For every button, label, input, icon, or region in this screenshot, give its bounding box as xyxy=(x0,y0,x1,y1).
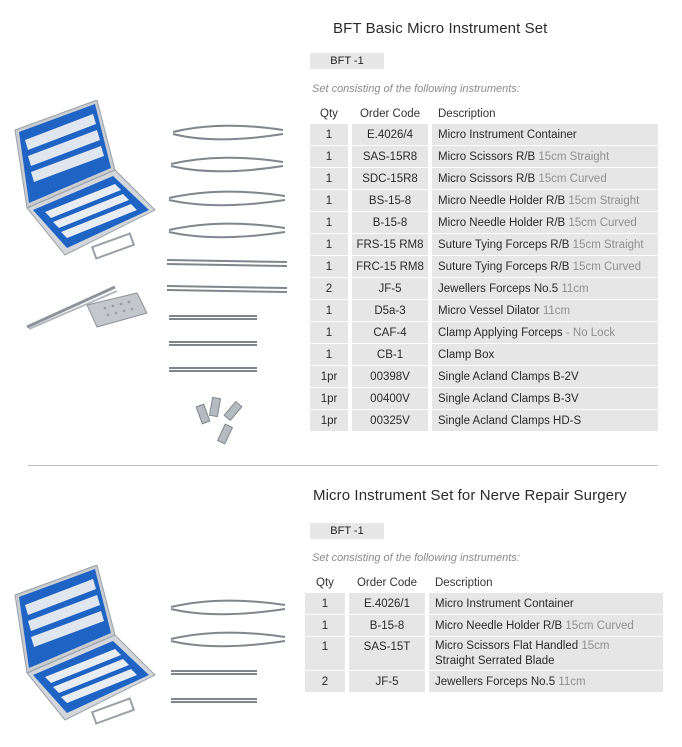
description-text: Micro Needle Holder R/B xyxy=(438,216,566,229)
description-text: Micro Scissors R/B xyxy=(438,150,536,163)
description-text: Micro Scissors Flat Handled xyxy=(435,639,579,652)
row-description xyxy=(432,278,658,300)
row-description xyxy=(432,344,658,366)
qty-header: Qty xyxy=(320,108,338,120)
table-row xyxy=(310,410,658,432)
row-code: 00398V xyxy=(352,366,428,388)
qty-header: Qty xyxy=(316,577,334,589)
row-description xyxy=(432,322,658,344)
code-header: Order Code xyxy=(359,108,421,120)
row-description xyxy=(429,615,663,637)
description-detail: 11cm xyxy=(558,675,586,688)
row-description xyxy=(429,671,663,693)
row-code: SAS-15T xyxy=(349,637,425,671)
description-text: Clamp Applying Forceps xyxy=(438,326,563,339)
description-text: Clamp Box xyxy=(438,348,495,361)
description-detail: 15cm Curved xyxy=(538,172,607,185)
row-description xyxy=(432,256,658,278)
description-text: Micro Needle Holder R/B xyxy=(435,619,563,632)
row-code: FRC-15 RM8 xyxy=(352,256,428,278)
row-description xyxy=(432,212,658,234)
table-row xyxy=(310,366,658,388)
table-row xyxy=(310,190,658,212)
row-description xyxy=(432,234,658,256)
table-row xyxy=(310,168,658,190)
row-qty: 1 xyxy=(305,593,345,615)
description-detail: - No Lock xyxy=(565,326,616,339)
row-description xyxy=(432,124,658,146)
forceps-and-clamp-box-image xyxy=(25,283,150,333)
row-code: SDC-15R8 xyxy=(352,168,428,190)
description-text: Single Acland Clamps B-3V xyxy=(438,392,579,405)
table-row xyxy=(310,388,658,410)
table-row xyxy=(305,615,663,637)
description-line-2: Straight Serrated Blade xyxy=(435,654,555,667)
description-text: Single Acland Clamps B-2V xyxy=(438,370,579,383)
row-code: 00400V xyxy=(352,388,428,410)
set-subtitle: Set consisting of the following instruments: xyxy=(312,552,520,564)
row-qty: 1 xyxy=(305,615,345,637)
description-text: Suture Tying Forceps R/B xyxy=(438,238,570,251)
table-header xyxy=(310,104,658,124)
table-row xyxy=(310,234,658,256)
table-row xyxy=(305,637,663,671)
row-description xyxy=(432,190,658,212)
description-text: Micro Instrument Container xyxy=(435,597,574,610)
row-qty: 1pr xyxy=(310,388,348,410)
row-description xyxy=(432,168,658,190)
table-row xyxy=(310,278,658,300)
description-header: Description xyxy=(435,577,493,589)
table-row xyxy=(310,300,658,322)
table-row xyxy=(305,593,663,615)
row-qty: 1 xyxy=(310,344,348,366)
row-qty: 1pr xyxy=(310,410,348,432)
micro-instruments-image xyxy=(165,120,295,450)
row-qty: 2 xyxy=(305,671,345,693)
row-qty: 1 xyxy=(305,637,345,671)
instrument-container-image xyxy=(5,565,157,725)
row-code: BS-15-8 xyxy=(352,190,428,212)
section-divider xyxy=(28,465,658,466)
instrument-container-image xyxy=(5,100,157,260)
description-text: Suture Tying Forceps R/B xyxy=(438,260,570,273)
row-qty: 1 xyxy=(310,300,348,322)
description-detail: 15cm Curved xyxy=(568,216,637,229)
row-qty: 2 xyxy=(310,278,348,300)
set-title: BFT Basic Micro Instrument Set xyxy=(333,20,548,37)
table-row xyxy=(305,671,663,693)
set-title: Micro Instrument Set for Nerve Repair Surgery xyxy=(313,487,627,504)
description-detail: 15cm Straight xyxy=(538,150,610,163)
description-text: Micro Scissors R/B xyxy=(438,172,536,185)
description-text: Micro Needle Holder R/B xyxy=(438,194,566,207)
row-qty: 1pr xyxy=(310,366,348,388)
row-code: E.4026/1 xyxy=(349,593,425,615)
row-code: D5a-3 xyxy=(352,300,428,322)
row-code: SAS-15R8 xyxy=(352,146,428,168)
row-qty: 1 xyxy=(310,322,348,344)
row-qty: 1 xyxy=(310,234,348,256)
description-detail: 15cm Straight xyxy=(568,194,640,207)
description-text: Jewellers Forceps No.5 xyxy=(438,282,559,295)
row-code: JF-5 xyxy=(352,278,428,300)
description-header: Description xyxy=(438,108,496,120)
description-detail: 11cm xyxy=(561,282,589,295)
micro-instruments-image xyxy=(165,595,295,715)
row-description xyxy=(432,300,658,322)
row-code: 00325V xyxy=(352,410,428,432)
description-detail: 15cm Curved xyxy=(565,619,634,632)
table-row xyxy=(310,322,658,344)
row-description xyxy=(432,388,658,410)
table-row xyxy=(310,344,658,366)
table-row xyxy=(310,146,658,168)
table-row xyxy=(310,212,658,234)
table-header xyxy=(305,573,663,593)
description-detail: 15cm xyxy=(581,639,610,652)
row-code: B-15-8 xyxy=(349,615,425,637)
row-description xyxy=(429,593,663,615)
code-header: Order Code xyxy=(356,577,418,589)
row-qty: 1 xyxy=(310,168,348,190)
description-text: Micro Instrument Container xyxy=(438,128,577,141)
row-description xyxy=(429,637,663,671)
set-code-badge: BFT -1 xyxy=(310,53,384,69)
description-text: Jewellers Forceps No.5 xyxy=(435,675,556,688)
description-detail: 15cm Straight xyxy=(572,238,644,251)
row-code: E.4026/4 xyxy=(352,124,428,146)
row-code: FRS-15 RM8 xyxy=(352,234,428,256)
row-qty: 1 xyxy=(310,146,348,168)
row-code: CAF-4 xyxy=(352,322,428,344)
row-description xyxy=(432,146,658,168)
row-qty: 1 xyxy=(310,124,348,146)
instrument-table xyxy=(305,573,663,693)
table-row xyxy=(310,256,658,278)
row-code: CB-1 xyxy=(352,344,428,366)
row-description xyxy=(432,366,658,388)
description-detail: 11cm xyxy=(542,304,571,317)
description-text: Micro Vessel Dilator xyxy=(438,304,540,317)
table-row xyxy=(310,124,658,146)
description-text: Single Acland Clamps HD-S xyxy=(438,414,582,427)
row-qty: 1 xyxy=(310,212,348,234)
instrument-table xyxy=(310,104,658,432)
row-description xyxy=(432,410,658,432)
set-subtitle: Set consisting of the following instruments: xyxy=(312,83,520,95)
set-code-badge: BFT -1 xyxy=(310,523,384,539)
row-code: JF-5 xyxy=(349,671,425,693)
row-qty: 1 xyxy=(310,256,348,278)
row-qty: 1 xyxy=(310,190,348,212)
instrument-set-nerve-repair xyxy=(0,470,682,747)
description-detail: 15cm Curved xyxy=(572,260,642,273)
row-code: B-15-8 xyxy=(352,212,428,234)
